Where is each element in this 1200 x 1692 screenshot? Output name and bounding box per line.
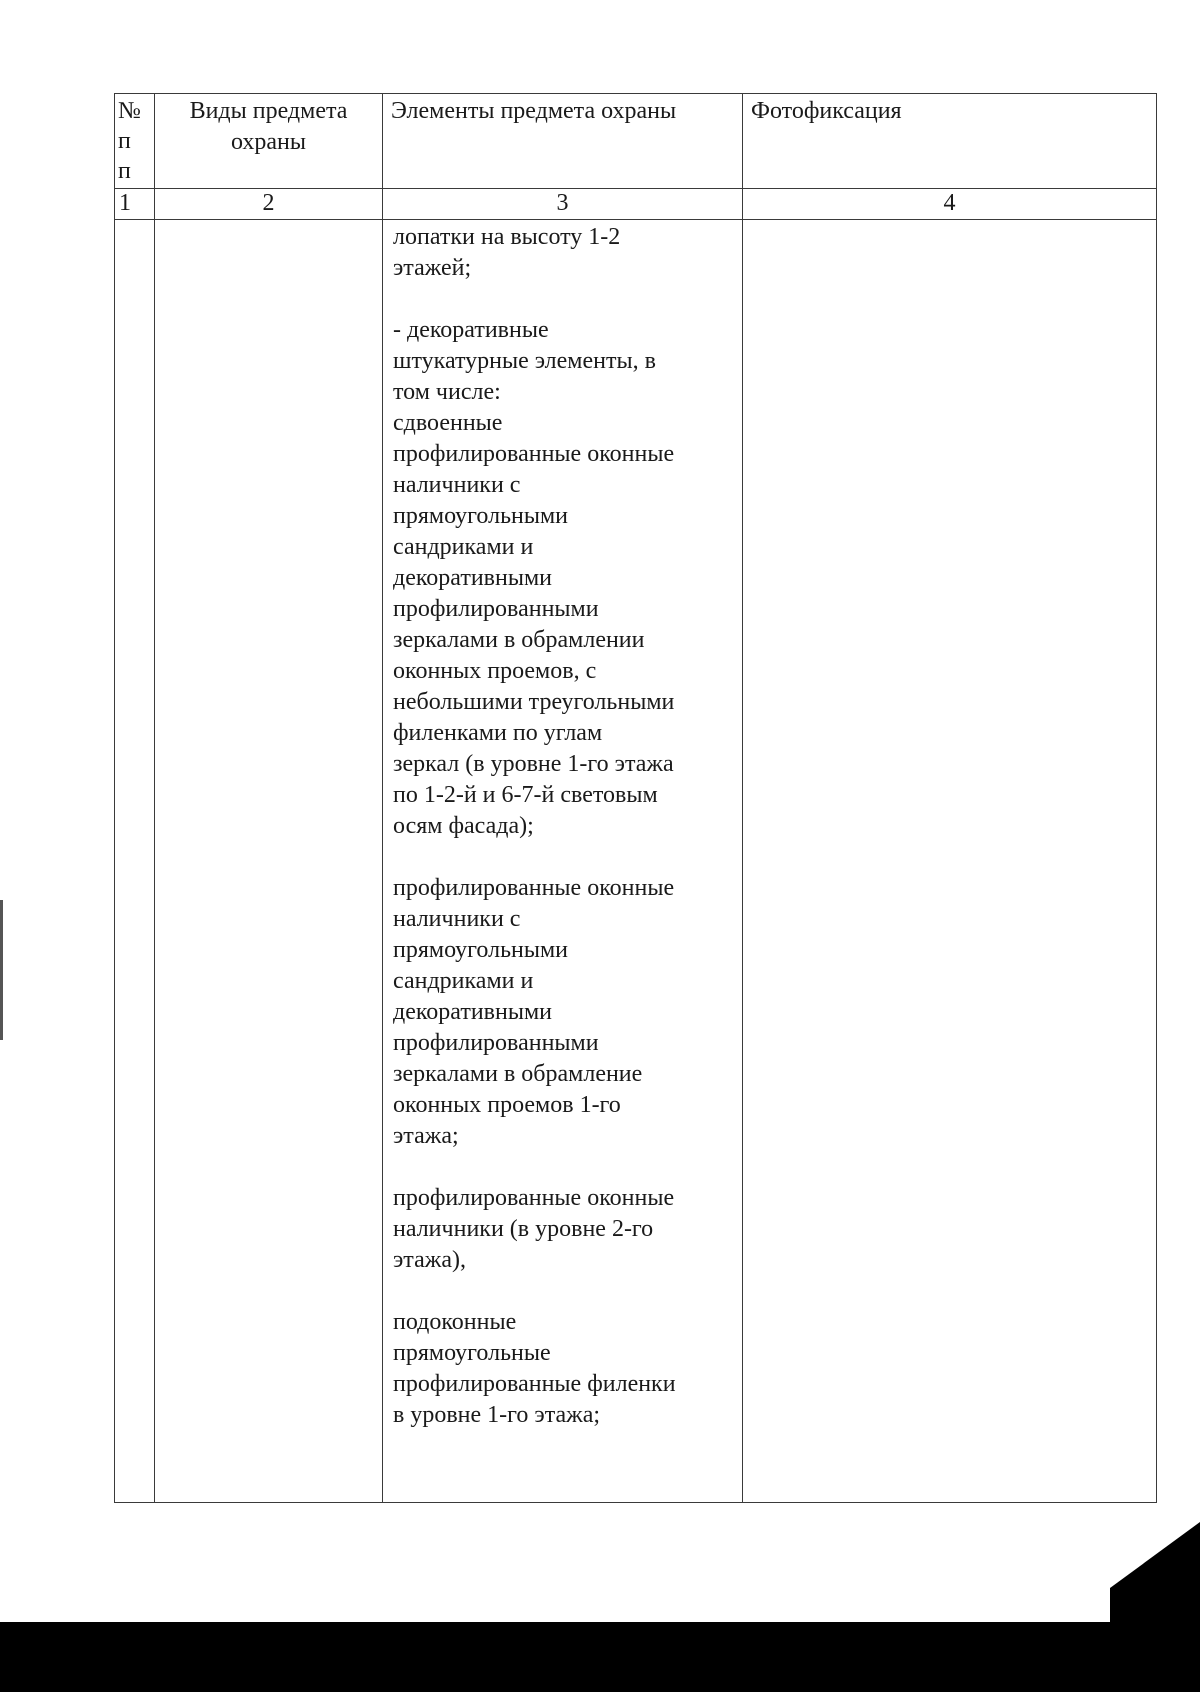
column-number-1: 1	[115, 189, 155, 220]
table-row	[115, 220, 1157, 1503]
header-number-line: №	[118, 98, 141, 124]
elements-paragraph: лопатки на высоту 1-2 этажей;	[393, 224, 621, 281]
header-elements-label: Элементы предмета охраны	[391, 98, 677, 124]
header-types-label: Виды предмета охраны	[189, 98, 348, 155]
header-photo-label: Фотофиксация	[751, 98, 902, 124]
body-number-cell	[115, 220, 155, 1503]
header-types-cell	[155, 94, 383, 189]
table-header-row	[115, 94, 1157, 189]
scan-edge-mark	[0, 900, 3, 1040]
body-types-cell	[155, 220, 383, 1503]
header-number-cell	[115, 94, 155, 189]
elements-paragraph: профилированные оконные наличники (в уровне 2-го этажа),	[393, 1185, 675, 1273]
protection-table	[114, 93, 1157, 1503]
scan-shadow-corner	[1110, 1522, 1200, 1632]
column-number-3: 3	[383, 189, 743, 220]
body-photo-cell	[743, 220, 1157, 1503]
scan-shadow-bar	[0, 1622, 1200, 1692]
column-number-row	[115, 189, 1157, 220]
column-number-4: 4	[743, 189, 1157, 220]
body-elements-cell	[383, 220, 743, 1503]
column-number-2: 2	[155, 189, 383, 220]
header-elements-cell	[383, 94, 743, 189]
header-number-line: п	[118, 128, 131, 154]
elements-paragraph: подоконные прямоугольные профилированные филенки в уровне 1-го этажа;	[393, 1309, 676, 1428]
header-number-line: п	[118, 158, 131, 184]
elements-paragraph: профилированные оконные наличники с прямоугольными сандриками и декоративными профилированными зеркалами в обрамление оконных проемов 1-го этажа;	[393, 875, 675, 1149]
elements-paragraph: - декоративные штукатурные элементы, в том числе: сдвоенные профилированные оконные наличники с прямоугольными сандриками и декоративными профилированными зеркалами в обрамлении оконных проемов, с небольшими треугольными филенками по углам зеркал (в уровне 1-го этажа по 1-2-й и 6-7-й световым осям фасада);	[393, 317, 675, 839]
header-photo-cell	[743, 94, 1157, 189]
